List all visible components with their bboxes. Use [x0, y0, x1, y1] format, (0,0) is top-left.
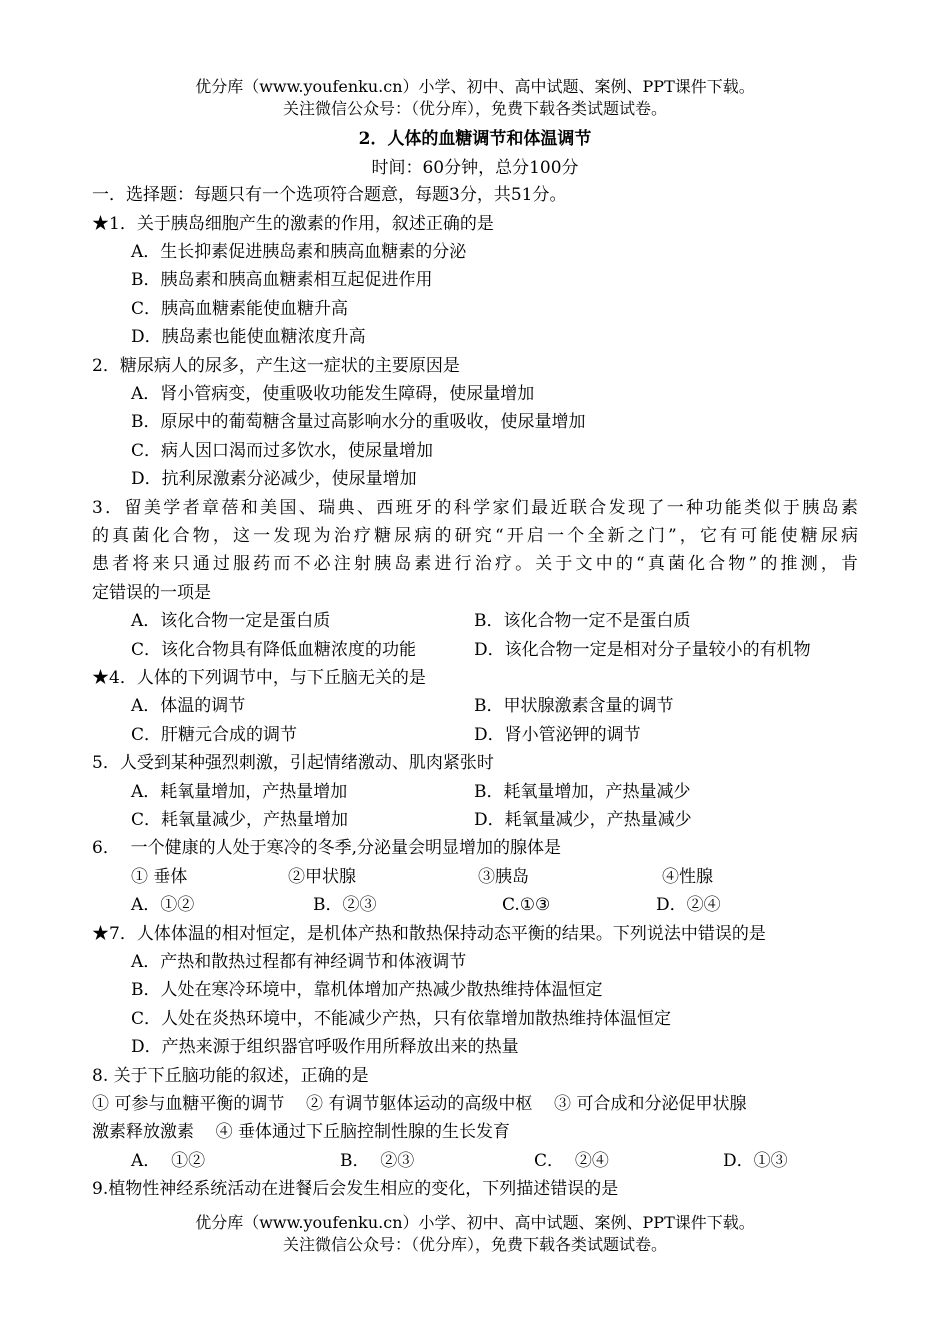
question-8-option-a: A． ①② [131, 1151, 206, 1171]
question-3-stem-line-4: 定错误的一项是 [92, 583, 211, 603]
question-5-stem: 5．人受到某种强烈刺激，引起情绪激动、肌肉紧张时 [92, 753, 494, 773]
question-5-option-c: C．耗氧量减少，产热量增加 [131, 810, 349, 830]
header-line-1: 优分库（www.youfenku.cn）小学、初中、高中试题、案例、PPT课件下载。 [195, 77, 755, 96]
header-line-2: 关注微信公众号：（优分库），免费下载各类试题试卷。 [282, 99, 667, 118]
question-9-stem: 9.植物性神经系统活动在进餐后会发生相应的变化，下列描述错误的是 [92, 1179, 619, 1199]
question-6-option-c: C.①③ [502, 895, 551, 915]
question-8-option-b: B． ②③ [340, 1151, 415, 1171]
question-5-option-d: D．耗氧量减少，产热量减少 [474, 810, 692, 830]
question-2-stem: 2．糖尿病人的尿多，产生这一症状的主要原因是 [92, 356, 460, 376]
question-7-option-b: B．人处在寒冷环境中，靠机体增加产热减少散热维持体温恒定 [131, 980, 603, 1000]
question-3-option-b: B．该化合物一定不是蛋白质 [474, 611, 691, 631]
question-6-item-4: ④性腺 [662, 867, 713, 887]
question-4-option-b: B．甲状腺激素含量的调节 [474, 696, 674, 716]
question-4-stem: ★4．人体的下列调节中，与下丘脑无关的是 [92, 668, 426, 688]
question-6-stem: 6． 一个健康的人处于寒冷的冬季,分泌量会明显增加的腺体是 [92, 838, 562, 858]
question-6-option-b: B．②③ [313, 895, 377, 915]
question-8-option-d: D．①③ [723, 1151, 788, 1171]
question-3-stem-line-3: 患者将来只通过服药而不必注射胰岛素进行治疗。关于文中的“真菌化合物”的推测，肯 [92, 554, 858, 574]
document-subtitle: 时间：60分钟，总分100分 [371, 158, 579, 178]
question-3-option-c: C．该化合物具有降低血糖浓度的功能 [131, 640, 417, 660]
question-3-option-a: A．该化合物一定是蛋白质 [131, 611, 331, 631]
question-3-stem-line-1: 3．留美学者章蓓和美国、瑞典、西班牙的科学家们最近联合发现了一种功能类似于胰岛素 [92, 498, 858, 518]
question-5-option-b: B．耗氧量增加，产热量减少 [474, 782, 691, 802]
question-2-option-d: D．抗利尿激素分泌减少，使尿量增加 [131, 469, 417, 489]
question-5-option-a: A．耗氧量增加，产热量增加 [131, 782, 348, 802]
question-4-option-c: C．肝糖元合成的调节 [131, 725, 298, 745]
question-8-items-line-2: 激素释放激素 ④ 垂体通过下丘脑控制性腺的生长发育 [92, 1122, 511, 1142]
question-6-option-a: A．①② [131, 895, 195, 915]
question-8-items-line-1: ① 可参与血糖平衡的调节 ② 有调节躯体运动的高级中枢 ③ 可合成和分泌促甲状腺 [92, 1094, 747, 1114]
question-1-option-d: D．胰岛素也能使血糖浓度升高 [131, 327, 366, 347]
question-1-option-c: C．胰高血糖素能使血糖升高 [131, 299, 349, 319]
question-7-option-c: C．人处在炎热环境中，不能减少产热，只有依靠增加散热维持体温恒定 [131, 1009, 672, 1029]
question-7-option-a: A．产热和散热过程都有神经调节和体液调节 [131, 952, 467, 972]
section-heading: 一．选择题：每题只有一个选项符合题意，每题3分，共51分。 [92, 185, 567, 205]
question-1-stem: ★1．关于胰岛细胞产生的激素的作用，叙述正确的是 [92, 214, 494, 234]
question-6-item-3: ③胰岛 [478, 867, 529, 887]
question-3-stem-line-2: 的真菌化合物，这一发现为治疗糖尿病的研究“开启一个全新之门”，它有可能使糖尿病 [92, 526, 858, 546]
question-6-item-2: ②甲状腺 [288, 867, 356, 887]
question-1-option-a: A．生长抑素促进胰岛素和胰高血糖素的分泌 [131, 242, 467, 262]
footer-line-1: 优分库（www.youfenku.cn）小学、初中、高中试题、案例、PPT课件下载。 [195, 1213, 755, 1232]
question-7-stem: ★7．人体体温的相对恒定，是机体产热和散热保持动态平衡的结果。下列说法中错误的是 [92, 924, 766, 944]
question-2-option-c: C．病人因口渴而过多饮水，使尿量增加 [131, 441, 434, 461]
question-2-option-b: B．原尿中的葡萄糖含量过高影响水分的重吸收，使尿量增加 [131, 412, 586, 432]
question-2-option-a: A．肾小管病变，使重吸收功能发生障碍，使尿量增加 [131, 384, 535, 404]
footer-line-2: 关注微信公众号：（优分库），免费下载各类试题试卷。 [282, 1235, 667, 1254]
question-1-option-b: B．胰岛素和胰高血糖素相互起促进作用 [131, 270, 433, 290]
question-3-option-d: D．该化合物一定是相对分子量较小的有机物 [474, 640, 811, 660]
document-title: 2．人体的血糖调节和体温调节 [358, 129, 592, 149]
question-8-option-c: C． ②④ [534, 1151, 609, 1171]
question-4-option-a: A．体温的调节 [131, 696, 246, 716]
question-4-option-d: D．肾小管泌钾的调节 [474, 725, 641, 745]
question-6-item-1: ① 垂体 [131, 867, 188, 887]
question-8-stem: 8. 关于下丘脑功能的叙述，正确的是 [92, 1066, 369, 1086]
question-6-option-d: D．②④ [656, 895, 721, 915]
question-7-option-d: D．产热来源于组织器官呼吸作用所释放出来的热量 [131, 1037, 519, 1057]
